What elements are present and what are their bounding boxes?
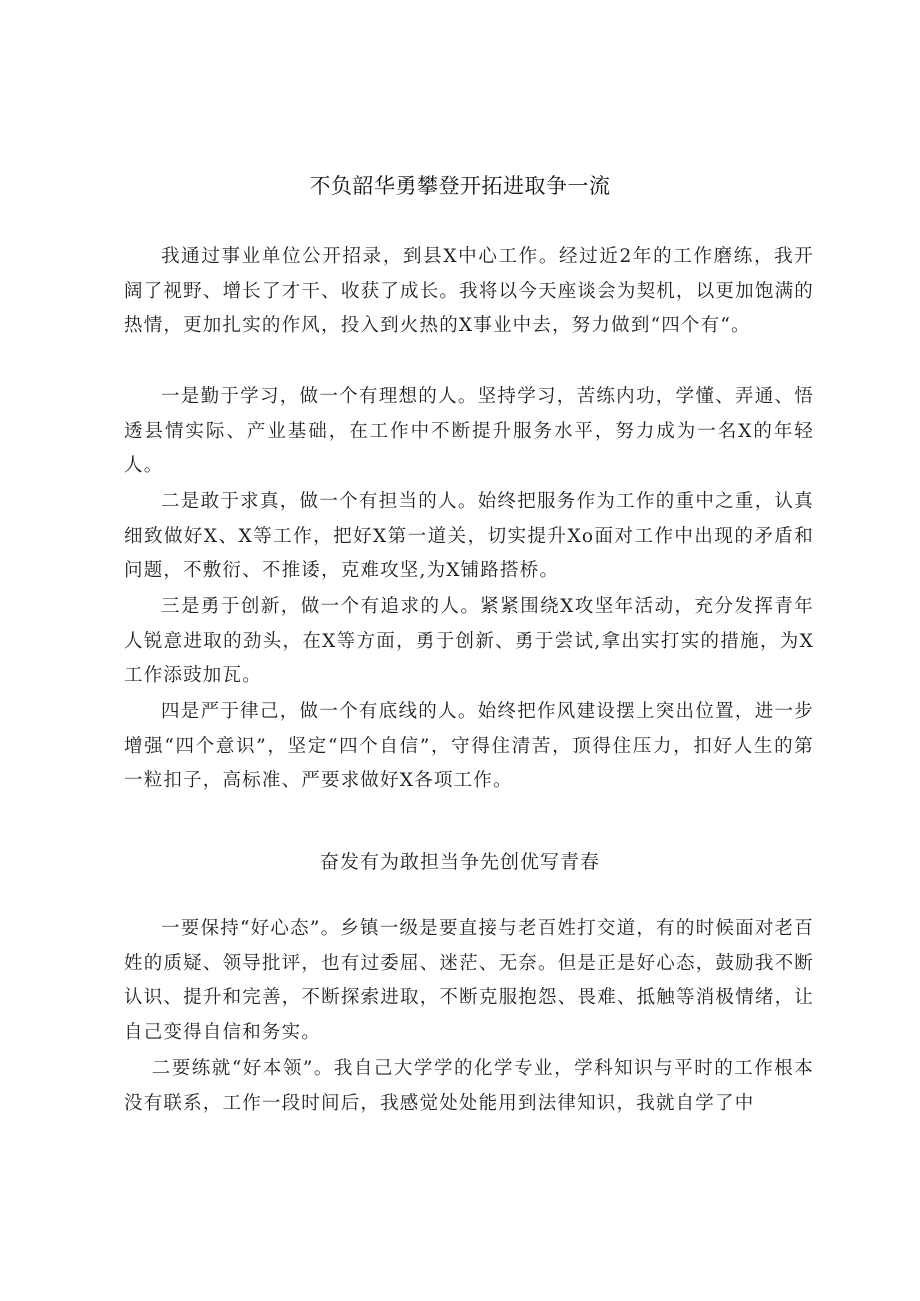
document-title: 不负韶华勇攀登开拓进取争一流 (309, 174, 611, 198)
paragraph-point-3: 三是勇于创新，做一个有追求的人。紧紧围绕X攻坚年活动，充分发挥青年人锐意进取的劲头，在X等方面，勇于创新、勇于尝试,拿出实打实的措施，为X工作添豉加瓦。 (124, 596, 814, 686)
paragraph-point-4: 四是严于律己，做一个有底线的人。始终把作风建设摆上突出位置，进一步增强“四个意识”，坚定“四个自信”，守得住清苦，顶得住压力，扣好人生的第一粒扣子，高标准、严要求做好X各项工作。 (124, 701, 814, 791)
paragraph-good-skills: 二要练就“好本领”。我自己大学学的化学专业，学科知识与平时的工作根本没有联系，工作一段时间后，我感觉处处能用到法律知识，我就自学了中 (124, 1058, 814, 1114)
paragraph-intro: 我通过事业单位公开招录，到县X中心工作。经过近2年的工作磨练，我开阔了视野、增长了才干、收获了成长。我将以今天座谈会为契机，以更加饱满的热情，更加扎实的作风，投入到火热的X事业中去，努力做到“四个有“。 (124, 246, 814, 336)
section-title: 奋发有为敢担当争先创优写青春 (319, 851, 600, 873)
paragraph-point-2: 二是敢于求真，做一个有担当的人。始终把服务作为工作的重中之重，认真细致做好X、X等工作，把好X第一道关，切实提升Xo面对工作中出现的矛盾和问题，不敷衍、不推诿，克难攻坚,为X铺路搭桥。 (124, 491, 814, 581)
paragraph-point-1: 一是勤于学习，做一个有理想的人。坚持学习，苦练内功，学懂、弄通、悟透县情实际、产业基础，在工作中不断提升服务水平，努力成为一名X的年轻人。 (124, 386, 814, 476)
paragraph-good-attitude: 一要保持“好心态”。乡镇一级是要直接与老百姓打交道，有的时候面对老百姓的质疑、领导批评，也有过委屈、迷茫、无奈。但是正是好心态，鼓励我不断认识、提升和完善，不断探索进取，不断克服抱怨、畏难、抵触等消极情绪，让自己变得自信和务实。 (124, 918, 814, 1043)
